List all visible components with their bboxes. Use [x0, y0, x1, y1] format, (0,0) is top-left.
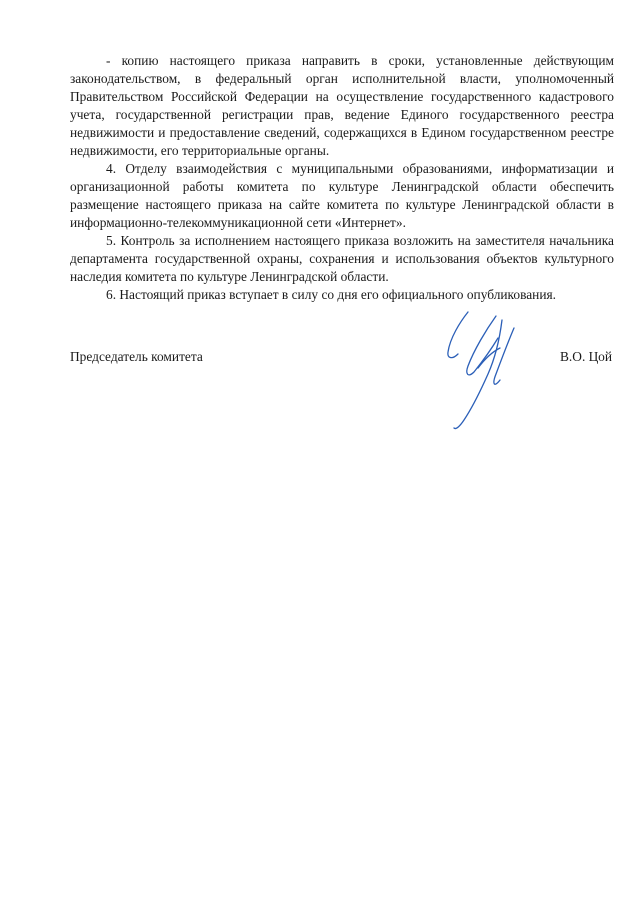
signer-title: Председатель комитета	[70, 349, 203, 364]
signature-stroke	[494, 328, 514, 384]
document-body	[70, 52, 614, 304]
signature-stroke	[454, 320, 502, 429]
paragraph-item-5: 5. Контроль за исполнением настоящего приказа возложить на заместителя начальника департамента государственной охраны, сохранения и использования объектов культурного наследия комитета по культуре Ленинградской области.	[70, 233, 614, 284]
paragraph-cadastral-copy: - копию настоящего приказа направить в сроки, установленные действующим законодательством, в федеральный орган исполнительной власти, уполномоченный Правительством Российской Федерации на осуществление государственного кадастрового учета, государственной регистрации прав, ведение Единого государственного реестра недвижимости и предоставление сведений, содержащихся в Едином государственном реестре недвижимости, его территориальные органы.	[70, 53, 614, 158]
signer-name: В.О. Цой	[560, 349, 612, 364]
signature-stroke	[467, 316, 498, 375]
paragraph-item-4: 4. Отделу взаимодействия с муниципальными образованиями, информатизации и организационной работы комитета по культуре Ленинградской области обеспечить размещение настоящего приказа на сайте комитета по культуре Ленинградской области в информационно-телекоммуникационной сети «Интернет».	[70, 161, 614, 230]
signature-stroke	[448, 312, 468, 358]
paragraph-item-6: 6. Настоящий приказ вступает в силу со дня его официального опубликования.	[106, 287, 556, 302]
handwritten-signature	[438, 308, 528, 433]
signature-block	[70, 348, 614, 368]
